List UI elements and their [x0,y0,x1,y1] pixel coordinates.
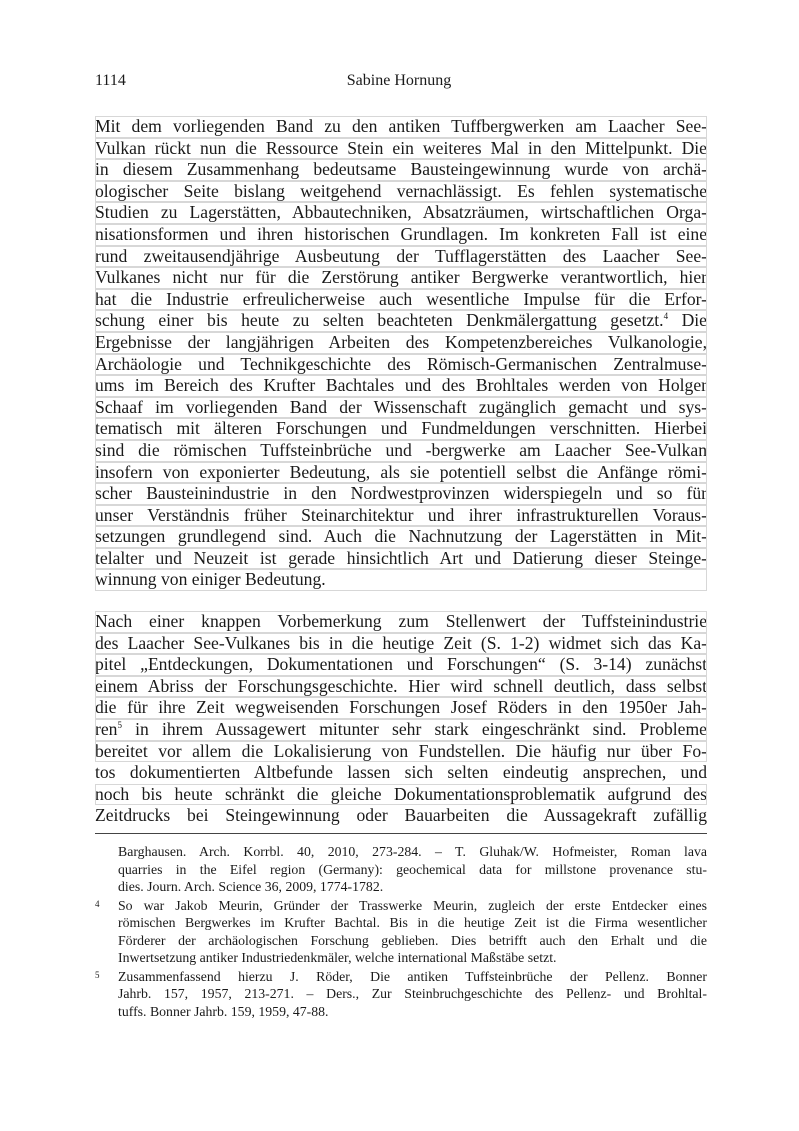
text-line: unser Verständnis früher Steinarchitektur und ihrer infrastrukturellen Voraus- [95,504,707,525]
paragraph-1 [95,116,707,591]
text-line: hat die Industrie erfreulicherweise auch wesentliche Impulse für die Erfor- [95,288,707,309]
text-line: sind die römischen Tuffsteinbrüche und -bergwerke am Laacher See-Vulkan [95,439,707,460]
body-text [95,116,707,827]
footnote-line: tuffs. Bonner Jahrb. 159, 1959, 47-88. [118,1003,329,1019]
text-line: tematisch mit älteren Forschungen und Fundmeldungen verschnitten. Hierbei [95,418,707,439]
text-line: in diesem Zusammenhang bedeutsame Bausteingewinnung wurde von archä- [95,159,707,180]
line-text: schung einer bis heute zu selten beachteten Denkmälergattung gesetzt. [95,310,664,331]
text-line: Studien zu Lagerstätten, Abbautechniken, Absatzräumen, wirtschaftlichen Orga- [95,202,707,223]
text-line: Vulkan rückt nun die Ressource Stein ein weiteres Mal in den Mittelpunkt. Die [95,137,707,158]
line-text-tail: in ihrem Aussagewert mitunter sehr stark eingeschränkt sind. Probleme [121,719,707,740]
text-line: einem Abriss der Forschungsgeschichte. Hier wird schnell deutlich, dass selbst [95,675,707,696]
text-line: telalter und Neuzeit ist gerade hinsichtlich Art und Datierung dieser Steinge- [95,547,707,568]
text-line: ologischer Seite bislang weitgehend vernachlässigt. Es fehlen systematische [95,180,707,201]
footnote-4 [95,897,707,967]
text-line: Ergebnisse der langjährigen Arbeiten des Kompetenzbereiches Vulkanologie, [95,331,707,352]
footnote-5 [95,968,707,1021]
text-line: die für ihre Zeit wegweisenden Forschungen Josef Röders in den 1950er Jah- [95,697,707,718]
text-line: rund zweitausendjährige Ausbeutung der Tufflagerstätten des Laacher See- [95,245,707,266]
footnote-line: quarries in the Eifel region (Germany): geochemical data for millstone provenance stu- [118,861,707,877]
footnote-line: Jahrb. 157, 1957, 213-271. – Ders., Zur Steinbruchgeschichte des Pellenz- und Brohltal- [118,986,707,1001]
line-text-tail: Die [668,310,707,331]
footnote-line: Förderer der archäologischen Forschung geblieben. Dies betrifft auch den Erhalt und die [118,932,707,948]
footnote-line: Inwertsetzung antiker Industriedenkmäler, welche international Maßstäbe setzt. [118,950,557,965]
footnote-line: Zusammenfassend hierzu J. Röder, Die antiken Tuffsteinbrüche der Pellenz. Bonner [118,968,707,984]
footnote-divider [95,833,707,834]
footnote-line: Barghausen. Arch. Korrbl. 40, 2010, 273-284. – T. Gluhak/W. Hofmeister, Roman lava [118,844,707,859]
text-line: pitel „Entdeckungen, Dokumentationen und Forschungen“ (S. 3-14) zunächst [95,654,707,675]
text-line: winnung von einiger Bedeutung. [95,569,707,591]
footnote-continued [95,843,707,896]
text-line: des Laacher See-Vulkanes bis in die heutige Zeit (S. 1-2) widmet sich das Ka- [95,632,707,653]
text-line: noch bis heute schränkt die gleiche Dokumentationsproblematik aufgrund des [95,783,707,804]
text-line: Mit dem vorliegenden Band zu den antiken Tuffbergwerken am Laacher See- [95,116,707,136]
text-line-with-footnote [95,719,707,741]
footnote-line: So war Jakob Meurin, Gründer der Trasswerke Meurin, zugleich der erste Entdecker eines [118,897,707,913]
footnote-ref-4[interactable]: 4 [663,311,669,322]
text-line: Nach einer knappen Vorbemerkung zum Stellenwert der Tuffsteinindustrie [95,611,707,632]
text-line: ums im Bereich des Krufter Bachtales und des Brohltales werden von Holger [95,375,707,396]
line-text: ren [95,719,118,740]
footnotes [95,843,707,1020]
text-line: nisationsformen und ihren historischen Grundlagen. Im konkreten Fall ist eine [95,223,707,244]
page-number: 1114 [95,72,126,89]
footnote-ref-5[interactable]: 5 [117,720,122,731]
footnote-line: dies. Journ. Arch. Science 36, 2009, 1774-1782. [118,879,384,894]
text-line: Schaaf im vorliegenden Band der Wissenschaft zugänglich gemacht und sys- [95,396,707,417]
text-line-with-footnote [95,310,707,332]
text-line: Zeitdrucks bei Steingewinnung oder Bauarbeiten die Aussagekraft zufällig [95,805,707,826]
text-line: Archäologie und Technikgeschichte des Römisch-Germanischen Zentralmuse- [95,353,707,374]
running-head: Sabine Hornung [346,72,452,89]
text-line: setzungen grundlegend sind. Auch die Nachnutzung der Lagerstätten in Mit- [95,526,707,547]
footnote-line: römischen Bergwerkes im Krufter Bachtal. Bis in die heutige Zeit ist die Firma wesentlicher [118,915,707,930]
text-line: insofern von exponierter Bedeutung, als sie potentiell selbst die Anfänge römi- [95,461,707,482]
text-line: tos dokumentierten Altbefunde lassen sich selten eindeutig ansprechen, und [95,762,707,783]
text-line: Vulkanes nicht nur für die Zerstörung antiker Bergwerke verantwortlich, hier [95,267,707,288]
text-line: scher Bausteinindustrie in den Nordwestprovinzen widerspiegeln und so für [95,483,707,504]
text-line: bereitet vor allem die Lokalisierung von Fundstellen. Die häufig nur über Fo- [95,740,707,761]
page-header [95,72,703,96]
paragraph-2 [95,611,707,827]
footnote-number: 5 [95,969,100,980]
footnote-number: 4 [95,898,100,909]
